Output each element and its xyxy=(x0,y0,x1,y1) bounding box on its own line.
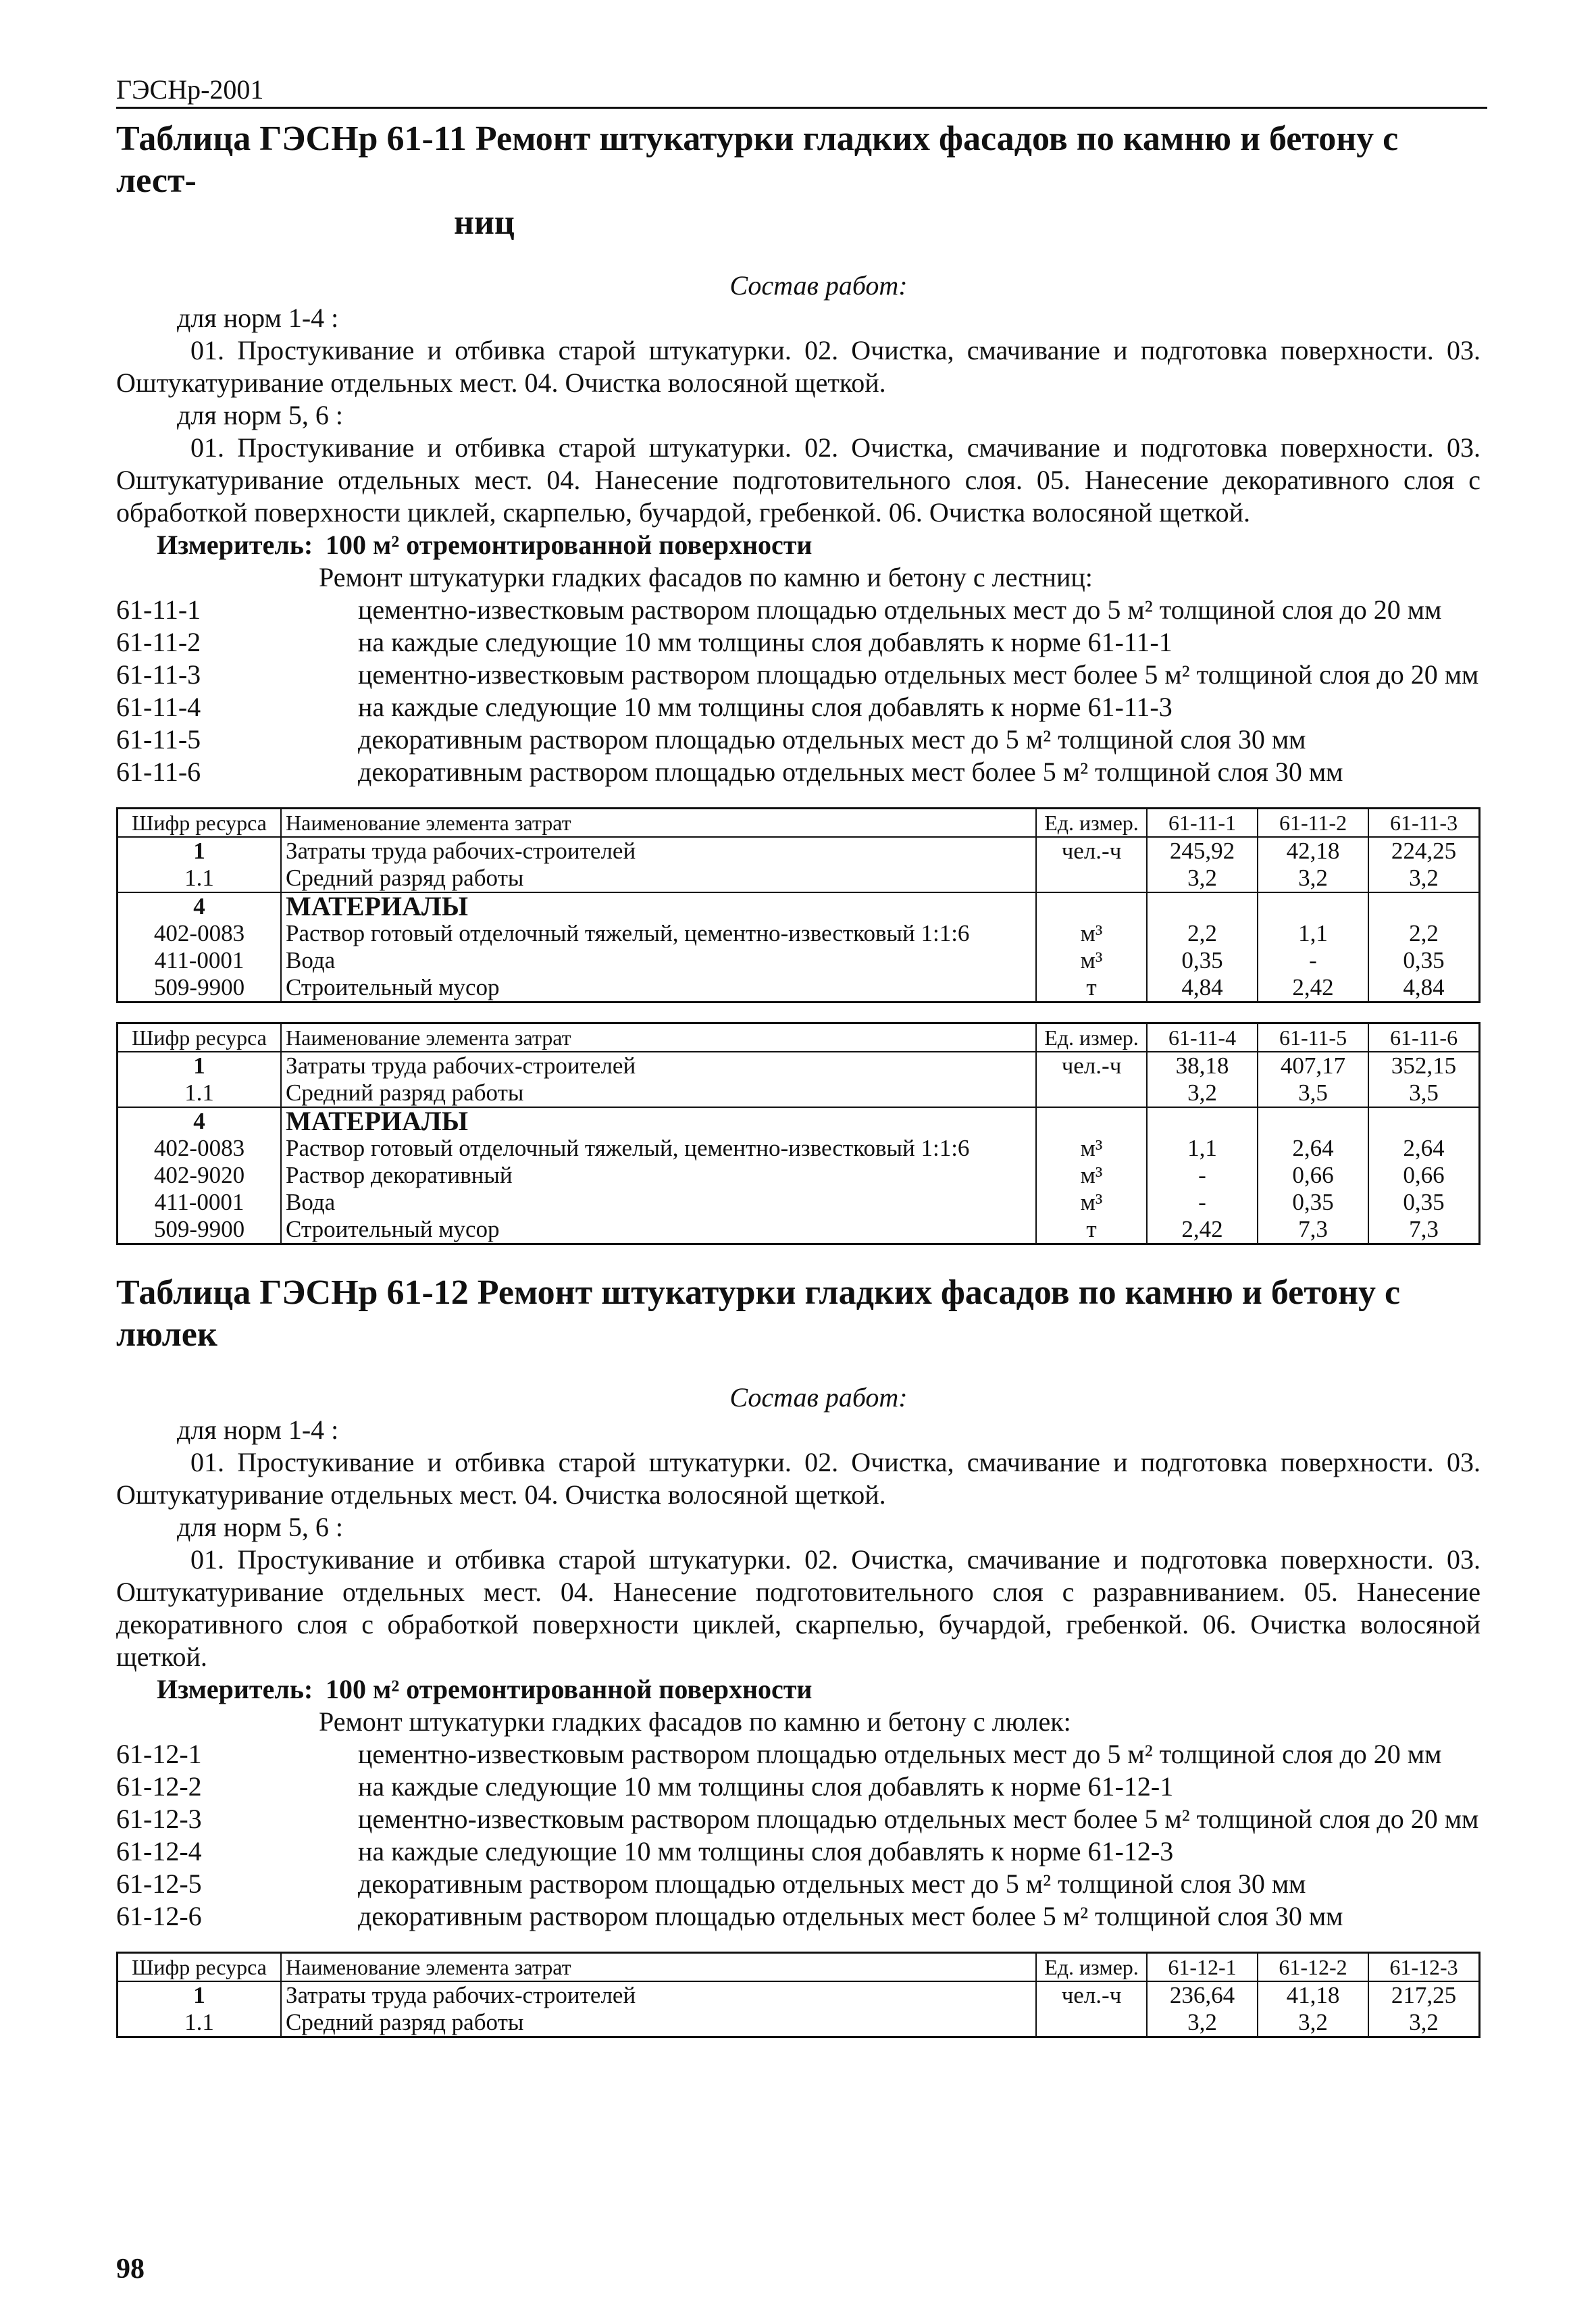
table-cell xyxy=(1147,1107,1258,1135)
table-header-row xyxy=(118,809,1480,838)
table-row xyxy=(118,1135,1480,1162)
norm-row xyxy=(116,594,1481,626)
table-cell: т xyxy=(1036,1216,1147,1244)
table-cell: Раствор декоративный xyxy=(281,1162,1036,1189)
column-header: 61-12-2 xyxy=(1258,1953,1368,1982)
norms-list xyxy=(116,1738,1481,1933)
page-number: 98 xyxy=(116,2254,145,2285)
norm-code: 61-11-3 xyxy=(116,659,201,690)
table-cell: - xyxy=(1147,1162,1258,1189)
group2-text: 01. Простукивание и отбивка старой штукатурки. 02. Очистка, смачивание и подготовка поверхности. 03. Оштукатуривание отдельных мест. 04. Нанесение подготовительного слоя с разравниванием. 05. Нанесение декоративного слоя с обработкой поверхности циклей, скарпелью, бучардой, гребенкой. 06. Очистка волосяной щеткой. xyxy=(116,1544,1481,1672)
table-cell: 4,84 xyxy=(1368,974,1480,1002)
table-row xyxy=(118,1216,1480,1244)
group2-label: для норм 5, 6 : xyxy=(177,400,343,430)
table-row xyxy=(118,1189,1480,1216)
norm-code: 61-12-5 xyxy=(116,1869,202,1899)
title-line-1: Таблица ГЭСНр 61-11 Ремонт штукатурки гладких фасадов по камню и бетону с лест- xyxy=(116,120,1399,200)
table-cell: Раствор готовый отделочный тяжелый, цементно-известковый 1:1:6 xyxy=(281,1135,1036,1162)
group1-label: для норм 1-4 : xyxy=(177,303,339,333)
column-header: 61-11-5 xyxy=(1258,1023,1368,1052)
norm-row xyxy=(116,1835,1481,1868)
table-cell: 1.1 xyxy=(118,865,282,892)
table-row xyxy=(118,1079,1480,1107)
table-cell: 509-9900 xyxy=(118,974,282,1002)
norm-code: 61-12-1 xyxy=(116,1739,202,1769)
resource-table xyxy=(116,1952,1481,2038)
composition-label: Состав работ: xyxy=(729,1382,908,1413)
norm-code: 61-11-5 xyxy=(116,724,201,755)
norm-code: 61-11-6 xyxy=(116,757,201,787)
norm-text: декоративным раствором площадью отдельных мест более 5 м² толщиной слоя 30 мм xyxy=(358,757,1343,787)
group2-text: 01. Простукивание и отбивка старой штукатурки. 02. Очистка, смачивание и подготовка поверхности. 03. Оштукатуривание отдельных мест. 04. Нанесение подготовительного слоя. 05. Нанесение декоративного слоя с обработкой поверхности циклей, скарпелью, бучардой, гребенкой. 06. Очистка волосяной щеткой. xyxy=(116,432,1481,528)
table-cell: 1 xyxy=(118,1052,282,1079)
table-cell xyxy=(1147,892,1258,920)
column-header: 61-12-1 xyxy=(1147,1953,1258,1982)
norm-code: 61-11-2 xyxy=(116,627,201,657)
table-row xyxy=(118,947,1480,974)
table-cell: 3,2 xyxy=(1147,2009,1258,2037)
resource-tables xyxy=(116,1952,1481,2038)
table-row xyxy=(118,892,1480,920)
resource-table xyxy=(116,807,1481,1003)
table-cell: 2,2 xyxy=(1147,920,1258,947)
norm-row xyxy=(116,1738,1481,1771)
column-header: Наименование элемента затрат xyxy=(281,809,1036,838)
table-cell: 2,42 xyxy=(1147,1216,1258,1244)
norm-text: цементно-известковым раствором площадью отдельных мест более 5 м² толщиной слоя до 20 мм xyxy=(358,1804,1479,1834)
table-cell: 245,92 xyxy=(1147,837,1258,865)
table-cell: - xyxy=(1147,1189,1258,1216)
norm-text: цементно-известковым раствором площадью отдельных мест до 5 м² толщиной слоя до 20 мм xyxy=(358,594,1442,625)
table-cell xyxy=(1368,1107,1480,1135)
norm-code: 61-12-3 xyxy=(116,1804,202,1834)
table-cell: Вода xyxy=(281,1189,1036,1216)
table-cell: 411-0001 xyxy=(118,947,282,974)
table-cell: 3,2 xyxy=(1258,865,1368,892)
table-row xyxy=(118,1107,1480,1135)
table-cell xyxy=(1036,1079,1147,1107)
table-cell: 352,15 xyxy=(1368,1052,1480,1079)
measure xyxy=(116,529,1481,561)
column-header: 61-11-4 xyxy=(1147,1023,1258,1052)
table-cell: чел.-ч xyxy=(1036,1052,1147,1079)
table-cell: Вода xyxy=(281,947,1036,974)
table-cell: м³ xyxy=(1036,920,1147,947)
table-cell: 1.1 xyxy=(118,2009,282,2037)
norms-intro: Ремонт штукатурки гладких фасадов по камню и бетону с люлек: xyxy=(319,1706,1071,1737)
table-cell: Строительный мусор xyxy=(281,974,1036,1002)
table-cell: МАТЕРИАЛЫ xyxy=(281,1107,1036,1135)
norm-text: на каждые следующие 10 мм толщины слоя добавлять к норме 61-11-1 xyxy=(358,627,1173,657)
column-header: 61-12-3 xyxy=(1368,1953,1480,1982)
table-row xyxy=(118,1162,1480,1189)
table-cell: 236,64 xyxy=(1147,1981,1258,2009)
table-cell: Раствор готовый отделочный тяжелый, цементно-известковый 1:1:6 xyxy=(281,920,1036,947)
table-cell: Средний разряд работы xyxy=(281,1079,1036,1107)
table-cell: м³ xyxy=(1036,1189,1147,1216)
table-cell: 3,2 xyxy=(1368,2009,1480,2037)
table-cell: 402-9020 xyxy=(118,1162,282,1189)
group2-label: для норм 5, 6 : xyxy=(177,1512,343,1542)
measure-value: 100 м² отремонтированной поверхности xyxy=(326,530,813,560)
composition-label: Состав работ: xyxy=(729,270,908,301)
measure-label: Измеритель: xyxy=(157,1674,313,1704)
table-row xyxy=(118,920,1480,947)
table-cell: 0,66 xyxy=(1258,1162,1368,1189)
table-cell: 0,35 xyxy=(1368,1189,1480,1216)
table-cell: чел.-ч xyxy=(1036,1981,1147,2009)
title-line-2: ниц xyxy=(454,203,515,242)
table-cell: 3,2 xyxy=(1368,865,1480,892)
norm-text: декоративным раствором площадью отдельных мест до 5 м² толщиной слоя 30 мм xyxy=(358,724,1306,755)
norm-row xyxy=(116,1803,1481,1835)
table-cell: МАТЕРИАЛЫ xyxy=(281,892,1036,920)
table-cell: 411-0001 xyxy=(118,1189,282,1216)
column-header: 61-11-6 xyxy=(1368,1023,1480,1052)
running-header: ГЭСНр-2001 xyxy=(116,74,1487,109)
norm-code: 61-12-4 xyxy=(116,1836,202,1866)
norm-text: цементно-известковым раствором площадью отдельных мест до 5 м² толщиной слоя до 20 мм xyxy=(358,1739,1442,1769)
column-header: 61-11-3 xyxy=(1368,809,1480,838)
table-cell: 224,25 xyxy=(1368,837,1480,865)
column-header: Ед. измер. xyxy=(1036,1023,1147,1052)
norms-intro: Ремонт штукатурки гладких фасадов по камню и бетону с лестниц: xyxy=(319,562,1093,592)
measure-label: Измеритель: xyxy=(157,530,313,560)
table-cell: 2,2 xyxy=(1368,920,1480,947)
table-cell: 4 xyxy=(118,1107,282,1135)
table-cell xyxy=(1258,892,1368,920)
measure-value: 100 м² отремонтированной поверхности xyxy=(326,1674,813,1704)
table-cell: 7,3 xyxy=(1368,1216,1480,1244)
table-cell: Затраты труда рабочих-строителей xyxy=(281,1052,1036,1079)
table-cell: 4,84 xyxy=(1147,974,1258,1002)
table-row xyxy=(118,974,1480,1002)
group1-text: 01. Простукивание и отбивка старой штукатурки. 02. Очистка, смачивание и подготовка поверхности. 03. Оштукатуривание отдельных мест. 04. Очистка волосяной щеткой. xyxy=(116,335,1481,398)
table-header-row xyxy=(118,1023,1480,1052)
table-cell: Затраты труда рабочих-строителей xyxy=(281,1981,1036,2009)
column-header: Шифр ресурса xyxy=(118,1023,282,1052)
norm-row xyxy=(116,691,1481,723)
norm-text: на каждые следующие 10 мм толщины слоя добавлять к норме 61-11-3 xyxy=(358,692,1173,722)
norm-code: 61-11-1 xyxy=(116,594,201,625)
table-cell: 2,64 xyxy=(1368,1135,1480,1162)
norm-row xyxy=(116,756,1481,788)
norm-text: декоративным раствором площадью отдельных мест более 5 м² толщиной слоя 30 мм xyxy=(358,1901,1343,1931)
table-cell xyxy=(1036,1107,1147,1135)
table-row xyxy=(118,1981,1480,2009)
table-cell xyxy=(1368,892,1480,920)
norm-row xyxy=(116,1868,1481,1900)
table-cell: 42,18 xyxy=(1258,837,1368,865)
column-header: Наименование элемента затрат xyxy=(281,1953,1036,1982)
table-cell: Строительный мусор xyxy=(281,1216,1036,1244)
table-cell: т xyxy=(1036,974,1147,1002)
table-cell: м³ xyxy=(1036,1162,1147,1189)
column-header: Шифр ресурса xyxy=(118,1953,282,1982)
table-cell: 38,18 xyxy=(1147,1052,1258,1079)
table-cell xyxy=(1258,1107,1368,1135)
table-cell xyxy=(1036,2009,1147,2037)
table-cell: 0,35 xyxy=(1368,947,1480,974)
table-row xyxy=(118,2009,1480,2037)
table-cell: 1,1 xyxy=(1147,1135,1258,1162)
norm-text: на каждые следующие 10 мм толщины слоя добавлять к норме 61-12-1 xyxy=(358,1771,1174,1802)
norm-text: на каждые следующие 10 мм толщины слоя добавлять к норме 61-12-3 xyxy=(358,1836,1174,1866)
table-cell: 217,25 xyxy=(1368,1981,1480,2009)
norm-row xyxy=(116,626,1481,659)
table-cell xyxy=(1036,865,1147,892)
resource-tables xyxy=(116,807,1481,1245)
table-cell: 407,17 xyxy=(1258,1052,1368,1079)
group1-label: для норм 1-4 : xyxy=(177,1415,339,1445)
table-cell: - xyxy=(1258,947,1368,974)
norm-row xyxy=(116,1771,1481,1803)
table-cell: м³ xyxy=(1036,947,1147,974)
table-cell xyxy=(1036,892,1147,920)
column-header: Ед. измер. xyxy=(1036,1953,1147,1982)
norm-code: 61-12-6 xyxy=(116,1901,202,1931)
table-cell: Средний разряд работы xyxy=(281,865,1036,892)
table-cell: 509-9900 xyxy=(118,1216,282,1244)
table-cell: 3,5 xyxy=(1258,1079,1368,1107)
table-cell: 0,66 xyxy=(1368,1162,1480,1189)
column-header: Ед. измер. xyxy=(1036,809,1147,838)
table-cell: 4 xyxy=(118,892,282,920)
table-cell: чел.-ч xyxy=(1036,837,1147,865)
column-header: Наименование элемента затрат xyxy=(281,1023,1036,1052)
norm-text: цементно-известковым раствором площадью отдельных мест более 5 м² толщиной слоя до 20 мм xyxy=(358,659,1479,690)
norm-row xyxy=(116,659,1481,691)
table-cell: Затраты труда рабочих-строителей xyxy=(281,837,1036,865)
table-cell: 3,5 xyxy=(1368,1079,1480,1107)
norm-code: 61-11-4 xyxy=(116,692,201,722)
table-cell: 402-0083 xyxy=(118,920,282,947)
table-header-row xyxy=(118,1953,1480,1982)
table-row xyxy=(118,1052,1480,1079)
table-cell: 1 xyxy=(118,837,282,865)
table-cell: 3,2 xyxy=(1147,1079,1258,1107)
table-cell: м³ xyxy=(1036,1135,1147,1162)
table-row xyxy=(118,837,1480,865)
document-page xyxy=(116,74,1481,2038)
table-cell: 0,35 xyxy=(1258,1189,1368,1216)
column-header: 61-11-2 xyxy=(1258,809,1368,838)
table-cell: 3,2 xyxy=(1258,2009,1368,2037)
norms-list xyxy=(116,594,1481,788)
norm-row xyxy=(116,723,1481,756)
table-title-61-12: Таблица ГЭСНр 61-12 Ремонт штукатурки гладких фасадов по камню и бетону с люлек xyxy=(116,1273,1401,1354)
table-cell: 2,42 xyxy=(1258,974,1368,1002)
table-cell: 1 xyxy=(118,1981,282,2009)
table-title-61-11 xyxy=(116,118,1481,244)
table-cell: 41,18 xyxy=(1258,1981,1368,2009)
group1-text: 01. Простукивание и отбивка старой штукатурки. 02. Очистка, смачивание и подготовка поверхности. 03. Оштукатуривание отдельных мест. 04. Очистка волосяной щеткой. xyxy=(116,1447,1481,1510)
table-cell: 2,64 xyxy=(1258,1135,1368,1162)
column-header: 61-11-1 xyxy=(1147,809,1258,838)
table-row xyxy=(118,865,1480,892)
column-header: Шифр ресурса xyxy=(118,809,282,838)
norm-row xyxy=(116,1900,1481,1933)
table-cell: 0,35 xyxy=(1147,947,1258,974)
measure xyxy=(116,1673,1481,1706)
table-cell: 3,2 xyxy=(1147,865,1258,892)
norm-text: декоративным раствором площадью отдельных мест до 5 м² толщиной слоя 30 мм xyxy=(358,1869,1306,1899)
table-cell: 1,1 xyxy=(1258,920,1368,947)
table-cell: Средний разряд работы xyxy=(281,2009,1036,2037)
norm-code: 61-12-2 xyxy=(116,1771,202,1802)
table-cell: 1.1 xyxy=(118,1079,282,1107)
table-cell: 402-0083 xyxy=(118,1135,282,1162)
table-cell: 7,3 xyxy=(1258,1216,1368,1244)
resource-table xyxy=(116,1022,1481,1245)
